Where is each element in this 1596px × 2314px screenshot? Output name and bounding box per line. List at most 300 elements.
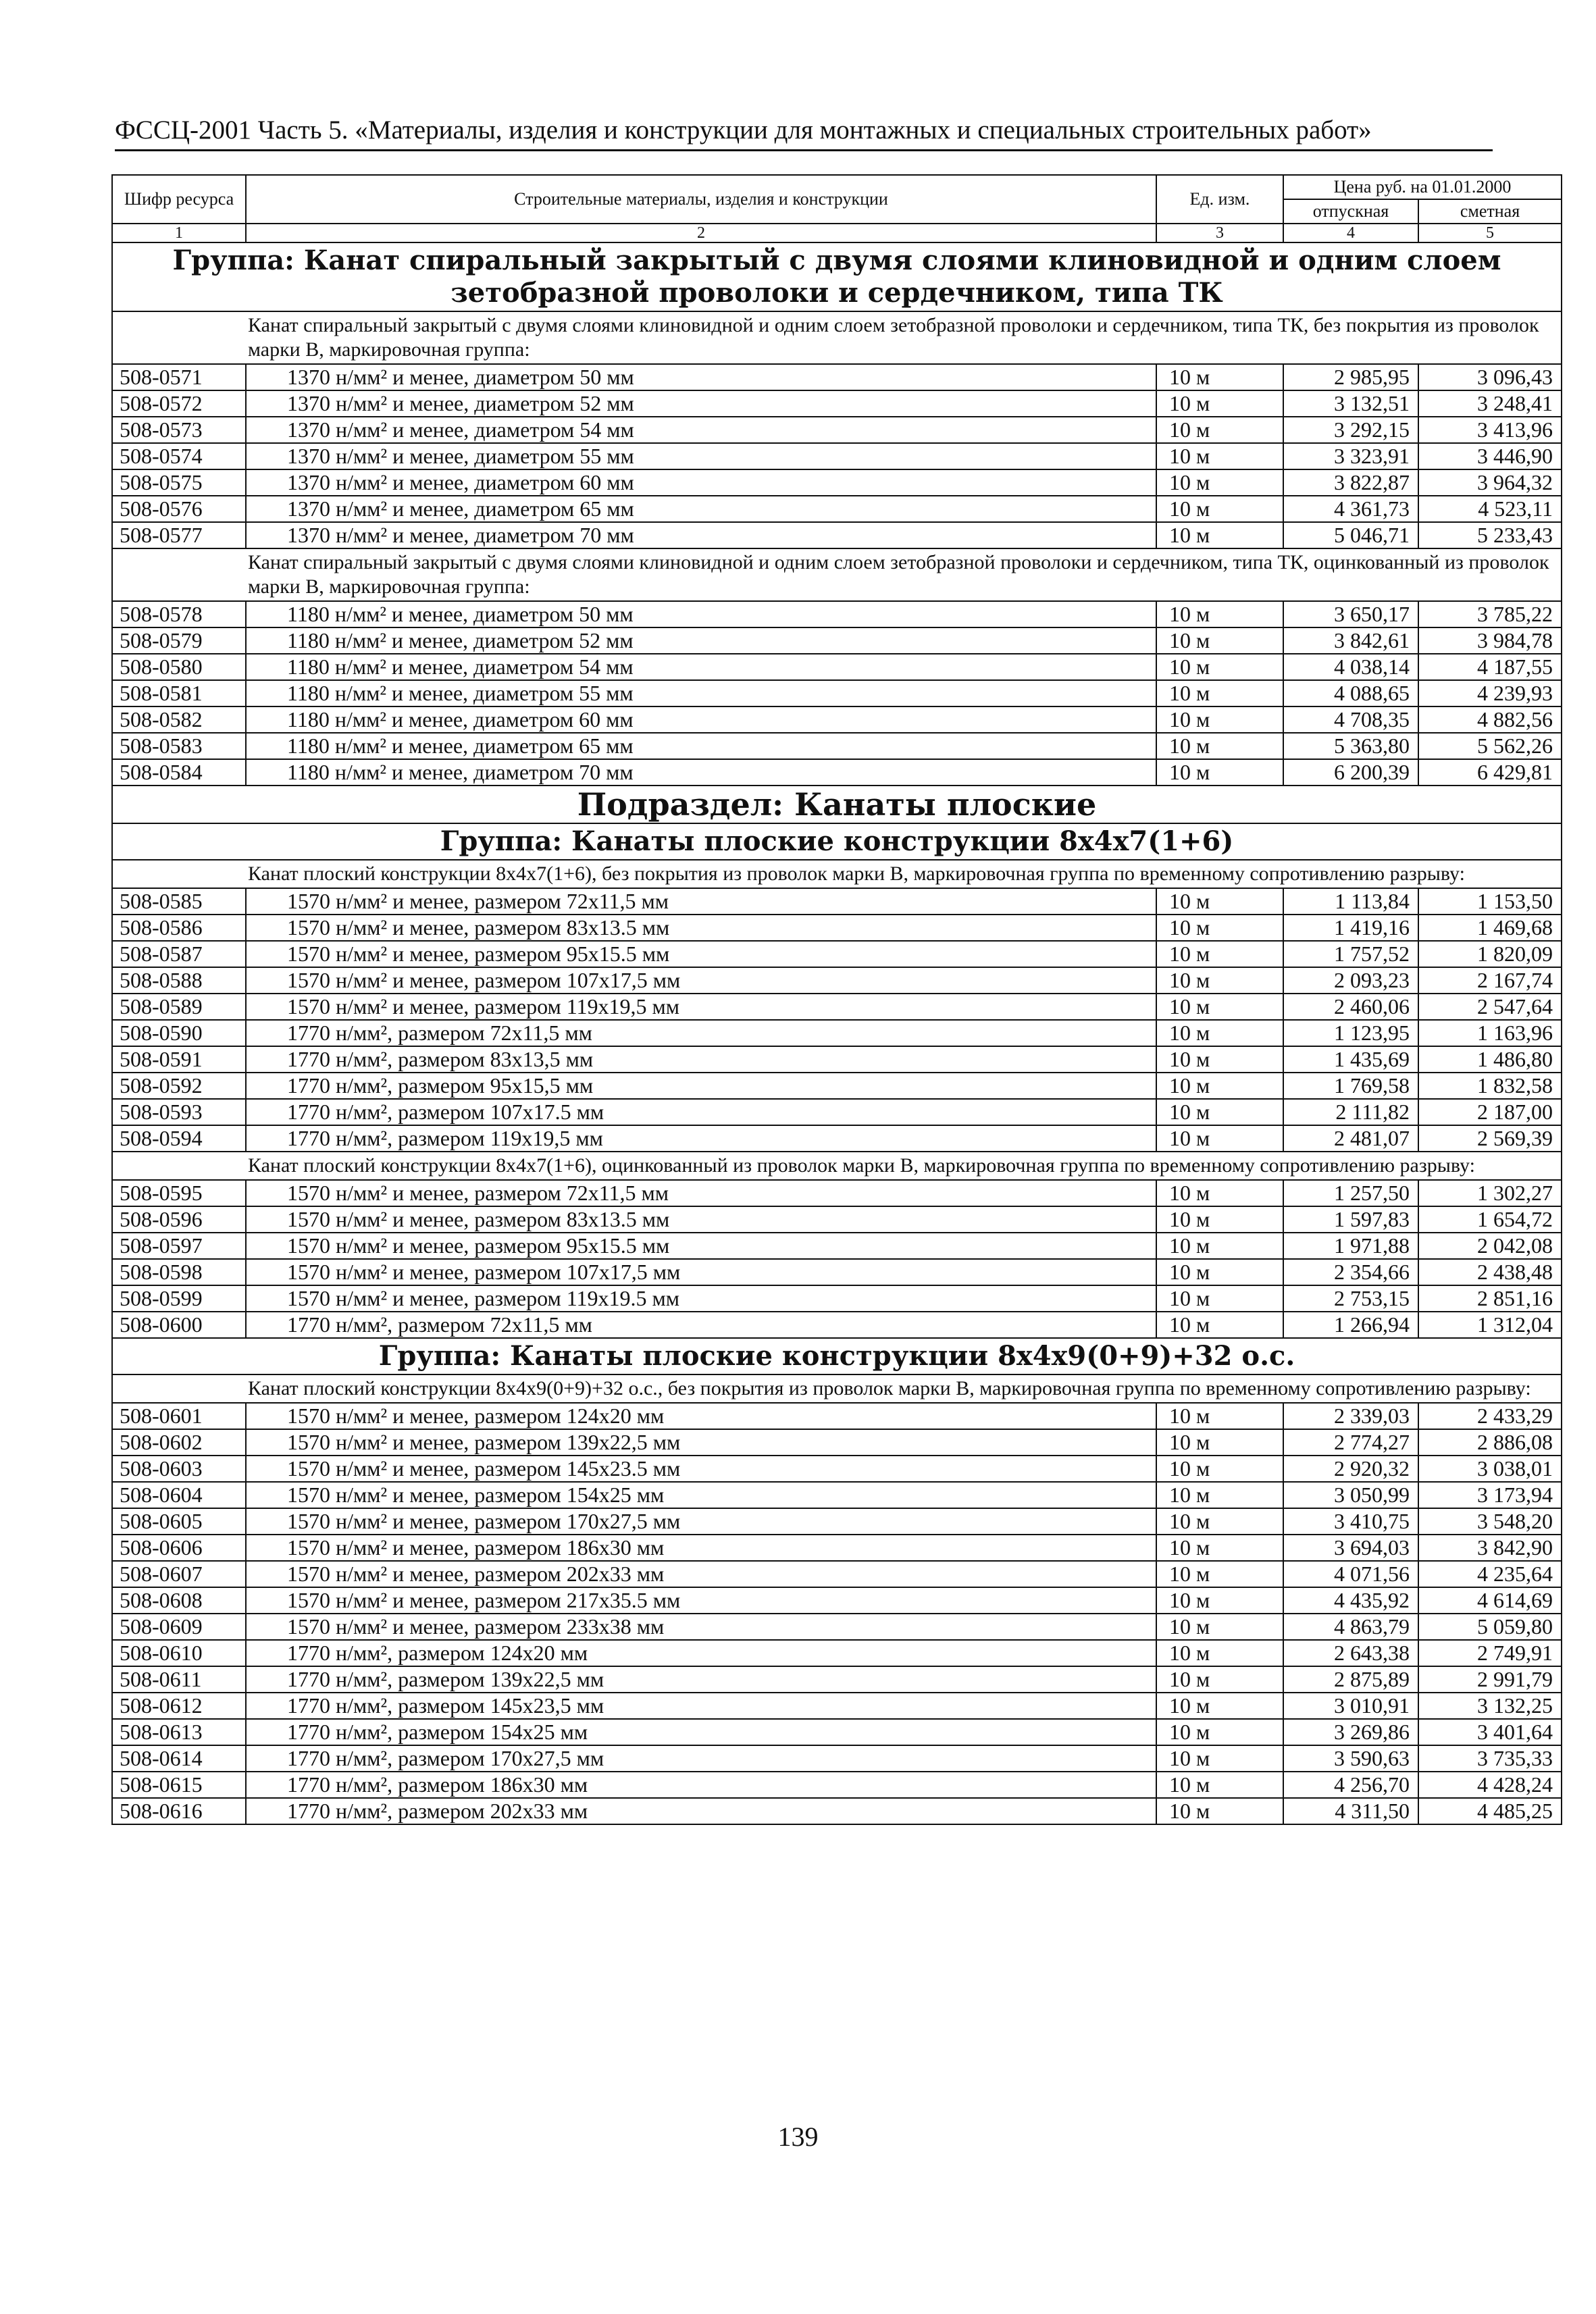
- release-price: 3 292,15: [1283, 417, 1418, 443]
- unit-cell: 10 м: [1156, 967, 1283, 994]
- resource-code: 508-0590: [112, 1020, 246, 1046]
- table-row: [112, 941, 1562, 967]
- material-name: 1770 н/мм², размером 202х33 мм: [246, 1798, 1156, 1824]
- estimate-price: 2 991,79: [1418, 1666, 1562, 1693]
- col-price-header: Цена руб. на 01.01.2000: [1283, 175, 1562, 199]
- release-price: 4 708,35: [1283, 706, 1418, 733]
- unit-cell: 10 м: [1156, 1429, 1283, 1456]
- table-row: [112, 680, 1562, 706]
- material-name: 1570 н/мм² и менее, размером 139х22,5 мм: [246, 1429, 1156, 1456]
- table-row: [112, 1403, 1562, 1429]
- section-row: [112, 860, 1562, 888]
- release-price: 3 410,75: [1283, 1508, 1418, 1535]
- release-price: 5 363,80: [1283, 733, 1418, 759]
- table-row: [112, 1429, 1562, 1456]
- material-name: 1370 н/мм² и менее, диаметром 54 мм: [246, 417, 1156, 443]
- col-name-header: Строительные материалы, изделия и конструкции: [246, 175, 1156, 224]
- unit-cell: 10 м: [1156, 1233, 1283, 1259]
- release-price: 3 010,91: [1283, 1693, 1418, 1719]
- table-row: [112, 1587, 1562, 1614]
- table-row: [112, 1693, 1562, 1719]
- unit-cell: 10 м: [1156, 443, 1283, 469]
- material-name: 1570 н/мм² и менее, размером 154х25 мм: [246, 1482, 1156, 1508]
- release-price: 2 753,15: [1283, 1285, 1418, 1312]
- unit-cell: 10 м: [1156, 601, 1283, 627]
- resource-code: 508-0586: [112, 915, 246, 941]
- resource-code: 508-0572: [112, 390, 246, 417]
- release-price: 4 361,73: [1283, 496, 1418, 522]
- unit-cell: 10 м: [1156, 1666, 1283, 1693]
- table-row: [112, 1233, 1562, 1259]
- unit-cell: 10 м: [1156, 1587, 1283, 1614]
- material-name: 1180 н/мм² и менее, диаметром 65 мм: [246, 733, 1156, 759]
- resource-code: 508-0594: [112, 1125, 246, 1152]
- release-price: 1 597,83: [1283, 1206, 1418, 1233]
- unit-cell: 10 м: [1156, 1482, 1283, 1508]
- unit-cell: 10 м: [1156, 915, 1283, 941]
- release-price: 2 093,23: [1283, 967, 1418, 994]
- estimate-price: 1 486,80: [1418, 1046, 1562, 1073]
- release-price: 3 590,63: [1283, 1745, 1418, 1772]
- estimate-price: 3 248,41: [1418, 390, 1562, 417]
- section-row: [112, 1338, 1562, 1374]
- material-name: 1770 н/мм², размером 95х15,5 мм: [246, 1073, 1156, 1099]
- release-price: 1 257,50: [1283, 1180, 1418, 1206]
- release-price: 3 323,91: [1283, 443, 1418, 469]
- table-row: [112, 994, 1562, 1020]
- release-price: 1 435,69: [1283, 1046, 1418, 1073]
- unit-cell: 10 м: [1156, 1508, 1283, 1535]
- resource-code: 508-0589: [112, 994, 246, 1020]
- release-price: 2 111,82: [1283, 1099, 1418, 1125]
- table-row: [112, 1206, 1562, 1233]
- estimate-price: 3 173,94: [1418, 1482, 1562, 1508]
- release-price: 1 113,84: [1283, 888, 1418, 915]
- estimate-price: 1 654,72: [1418, 1206, 1562, 1233]
- estimate-price: 3 132,25: [1418, 1693, 1562, 1719]
- unit-cell: 10 м: [1156, 1046, 1283, 1073]
- resource-code: 508-0612: [112, 1693, 246, 1719]
- material-name: 1370 н/мм² и менее, диаметром 50 мм: [246, 364, 1156, 390]
- release-price: 2 774,27: [1283, 1429, 1418, 1456]
- table-row: [112, 1640, 1562, 1666]
- material-name: 1370 н/мм² и менее, диаметром 55 мм: [246, 443, 1156, 469]
- resource-code: 508-0582: [112, 706, 246, 733]
- resource-code: 508-0597: [112, 1233, 246, 1259]
- material-name: 1770 н/мм², размером 154х25 мм: [246, 1719, 1156, 1745]
- table-row: [112, 1561, 1562, 1587]
- estimate-price: 3 038,01: [1418, 1456, 1562, 1482]
- resource-code: 508-0571: [112, 364, 246, 390]
- resource-code: 508-0573: [112, 417, 246, 443]
- resource-code: 508-0585: [112, 888, 246, 915]
- unit-cell: 10 м: [1156, 469, 1283, 496]
- unit-cell: 10 м: [1156, 733, 1283, 759]
- table-row: [112, 1180, 1562, 1206]
- unit-cell: 10 м: [1156, 390, 1283, 417]
- estimate-price: 3 984,78: [1418, 627, 1562, 654]
- material-name: 1180 н/мм² и менее, диаметром 52 мм: [246, 627, 1156, 654]
- estimate-price: 6 429,81: [1418, 759, 1562, 786]
- table-row: [112, 1125, 1562, 1152]
- unit-cell: 10 м: [1156, 1693, 1283, 1719]
- estimate-price: 2 167,74: [1418, 967, 1562, 994]
- unit-cell: 10 м: [1156, 888, 1283, 915]
- release-price: 2 643,38: [1283, 1640, 1418, 1666]
- material-name: 1370 н/мм² и менее, диаметром 70 мм: [246, 522, 1156, 548]
- resource-code: 508-0584: [112, 759, 246, 786]
- unit-cell: 10 м: [1156, 627, 1283, 654]
- table-row: [112, 888, 1562, 915]
- table-row: [112, 496, 1562, 522]
- resource-code: 508-0606: [112, 1535, 246, 1561]
- release-price: 4 088,65: [1283, 680, 1418, 706]
- estimate-price: 1 469,68: [1418, 915, 1562, 941]
- estimate-price: 3 413,96: [1418, 417, 1562, 443]
- unit-cell: 10 м: [1156, 680, 1283, 706]
- resource-code: 508-0609: [112, 1614, 246, 1640]
- unit-cell: 10 м: [1156, 1125, 1283, 1152]
- resource-code: 508-0583: [112, 733, 246, 759]
- table-row: [112, 1482, 1562, 1508]
- estimate-price: 3 964,32: [1418, 469, 1562, 496]
- table-row: [112, 1666, 1562, 1693]
- estimate-price: 2 569,39: [1418, 1125, 1562, 1152]
- unit-cell: 10 м: [1156, 654, 1283, 680]
- group-heading: Группа: Канаты плоские конструкции 8х4х7(1+6): [112, 823, 1562, 860]
- resource-code: 508-0614: [112, 1745, 246, 1772]
- resource-code: 508-0616: [112, 1798, 246, 1824]
- material-name: 1770 н/мм², размером 145х23,5 мм: [246, 1693, 1156, 1719]
- table-row: [112, 1719, 1562, 1745]
- unit-cell: 10 м: [1156, 1403, 1283, 1429]
- table-row: [112, 1259, 1562, 1285]
- estimate-price: 3 401,64: [1418, 1719, 1562, 1745]
- unit-cell: 10 м: [1156, 759, 1283, 786]
- release-price: 3 694,03: [1283, 1535, 1418, 1561]
- estimate-price: 2 187,00: [1418, 1099, 1562, 1125]
- release-price: 4 311,50: [1283, 1798, 1418, 1824]
- material-name: 1770 н/мм², размером 107х17.5 мм: [246, 1099, 1156, 1125]
- unit-cell: 10 м: [1156, 1020, 1283, 1046]
- col-number: 4: [1283, 224, 1418, 242]
- material-name: 1570 н/мм² и менее, размером 124х20 мм: [246, 1403, 1156, 1429]
- price-table: [111, 174, 1562, 1825]
- table-row: [112, 601, 1562, 627]
- material-name: 1570 н/мм² и менее, размером 83х13.5 мм: [246, 1206, 1156, 1233]
- material-name: 1570 н/мм² и менее, размером 95х15.5 мм: [246, 941, 1156, 967]
- estimate-price: 1 153,50: [1418, 888, 1562, 915]
- release-price: 2 920,32: [1283, 1456, 1418, 1482]
- material-name: 1770 н/мм², размером 124х20 мм: [246, 1640, 1156, 1666]
- table-row: [112, 1312, 1562, 1338]
- estimate-price: 3 446,90: [1418, 443, 1562, 469]
- unit-cell: 10 м: [1156, 1798, 1283, 1824]
- table-row: [112, 1456, 1562, 1482]
- release-price: 2 339,03: [1283, 1403, 1418, 1429]
- resource-code: 508-0576: [112, 496, 246, 522]
- table-row: [112, 654, 1562, 680]
- table-row: [112, 1099, 1562, 1125]
- col-number: 1: [112, 224, 246, 242]
- unit-cell: 10 м: [1156, 364, 1283, 390]
- unit-cell: 10 м: [1156, 1640, 1283, 1666]
- col-number: 3: [1156, 224, 1283, 242]
- unit-cell: 10 м: [1156, 1456, 1283, 1482]
- unit-cell: 10 м: [1156, 706, 1283, 733]
- unit-cell: 10 м: [1156, 1312, 1283, 1338]
- estimate-price: 1 832,58: [1418, 1073, 1562, 1099]
- resource-code: 508-0580: [112, 654, 246, 680]
- release-price: 4 863,79: [1283, 1614, 1418, 1640]
- estimate-price: 3 548,20: [1418, 1508, 1562, 1535]
- subsection-heading: Подраздел: Канаты плоские: [112, 786, 1562, 823]
- section-row: [112, 786, 1562, 823]
- table-body: [112, 242, 1562, 1824]
- material-name: 1570 н/мм² и менее, размером 217х35.5 мм: [246, 1587, 1156, 1614]
- material-name: 1370 н/мм² и менее, диаметром 52 мм: [246, 390, 1156, 417]
- release-price: 1 757,52: [1283, 941, 1418, 967]
- unit-cell: 10 м: [1156, 1561, 1283, 1587]
- resource-code: 508-0600: [112, 1312, 246, 1338]
- table-row: [112, 1772, 1562, 1798]
- estimate-price: 2 547,64: [1418, 994, 1562, 1020]
- resource-code: 508-0575: [112, 469, 246, 496]
- estimate-price: 4 239,93: [1418, 680, 1562, 706]
- resource-code: 508-0574: [112, 443, 246, 469]
- estimate-price: 5 562,26: [1418, 733, 1562, 759]
- unit-cell: 10 м: [1156, 1099, 1283, 1125]
- table-row: [112, 364, 1562, 390]
- unit-cell: 10 м: [1156, 496, 1283, 522]
- resource-code: 508-0581: [112, 680, 246, 706]
- estimate-price: 2 886,08: [1418, 1429, 1562, 1456]
- section-row: [112, 242, 1562, 311]
- unit-cell: 10 м: [1156, 1745, 1283, 1772]
- table-row: [112, 627, 1562, 654]
- release-price: 1 419,16: [1283, 915, 1418, 941]
- material-name: 1770 н/мм², размером 83х13,5 мм: [246, 1046, 1156, 1073]
- resource-code: 508-0602: [112, 1429, 246, 1456]
- release-price: 1 971,88: [1283, 1233, 1418, 1259]
- unit-cell: 10 м: [1156, 1073, 1283, 1099]
- estimate-price: 2 851,16: [1418, 1285, 1562, 1312]
- group-description: Канат спиральный закрытый с двумя слоями клиновидной и одним слоем зетобразной проволоки и сердечником, типа ТК, оцинкованный из проволок марки В, маркировочная группа:: [112, 548, 1562, 601]
- resource-code: 508-0577: [112, 522, 246, 548]
- material-name: 1570 н/мм² и менее, размером 72х11,5 мм: [246, 888, 1156, 915]
- estimate-price: 4 523,11: [1418, 496, 1562, 522]
- resource-code: 508-0598: [112, 1259, 246, 1285]
- release-price: 2 985,95: [1283, 364, 1418, 390]
- table-row: [112, 733, 1562, 759]
- resource-code: 508-0604: [112, 1482, 246, 1508]
- estimate-price: 2 433,29: [1418, 1403, 1562, 1429]
- estimate-price: 5 233,43: [1418, 522, 1562, 548]
- unit-cell: 10 м: [1156, 1719, 1283, 1745]
- estimate-price: 4 614,69: [1418, 1587, 1562, 1614]
- table-row: [112, 706, 1562, 733]
- material-name: 1570 н/мм² и менее, размером 95х15.5 мм: [246, 1233, 1156, 1259]
- material-name: 1770 н/мм², размером 119х19,5 мм: [246, 1125, 1156, 1152]
- col-number: 5: [1418, 224, 1562, 242]
- resource-code: 508-0591: [112, 1046, 246, 1073]
- resource-code: 508-0593: [112, 1099, 246, 1125]
- table-row: [112, 967, 1562, 994]
- material-name: 1570 н/мм² и менее, размером 107х17,5 мм: [246, 1259, 1156, 1285]
- table-row: [112, 1073, 1562, 1099]
- estimate-price: 2 749,91: [1418, 1640, 1562, 1666]
- col-estimate-header: сметная: [1418, 199, 1562, 224]
- release-price: 3 132,51: [1283, 390, 1418, 417]
- unit-cell: 10 м: [1156, 1535, 1283, 1561]
- estimate-price: 2 042,08: [1418, 1233, 1562, 1259]
- release-price: 3 650,17: [1283, 601, 1418, 627]
- material-name: 1370 н/мм² и менее, диаметром 60 мм: [246, 469, 1156, 496]
- table-row: [112, 1046, 1562, 1073]
- release-price: 2 481,07: [1283, 1125, 1418, 1152]
- table-row: [112, 417, 1562, 443]
- material-name: 1180 н/мм² и менее, диаметром 55 мм: [246, 680, 1156, 706]
- release-price: 1 769,58: [1283, 1073, 1418, 1099]
- release-price: 4 256,70: [1283, 1772, 1418, 1798]
- estimate-price: 4 882,56: [1418, 706, 1562, 733]
- resource-code: 508-0605: [112, 1508, 246, 1535]
- estimate-price: 3 096,43: [1418, 364, 1562, 390]
- table-row: [112, 1535, 1562, 1561]
- unit-cell: 10 м: [1156, 522, 1283, 548]
- table-row: [112, 1614, 1562, 1640]
- release-price: 4 038,14: [1283, 654, 1418, 680]
- material-name: 1570 н/мм² и менее, размером 72х11,5 мм: [246, 1180, 1156, 1206]
- estimate-price: 4 428,24: [1418, 1772, 1562, 1798]
- material-name: 1770 н/мм², размером 72х11,5 мм: [246, 1312, 1156, 1338]
- estimate-price: 4 187,55: [1418, 654, 1562, 680]
- release-price: 1 123,95: [1283, 1020, 1418, 1046]
- col-code-header: Шифр ресурса: [112, 175, 246, 224]
- col-unit-header: Ед. изм.: [1156, 175, 1283, 224]
- group-heading: Группа: Канаты плоские конструкции 8х4х9(0+9)+32 о.с.: [112, 1338, 1562, 1374]
- release-price: 2 875,89: [1283, 1666, 1418, 1693]
- estimate-price: 3 785,22: [1418, 601, 1562, 627]
- table-row: [112, 1798, 1562, 1824]
- estimate-price: 3 735,33: [1418, 1745, 1562, 1772]
- table-row: [112, 443, 1562, 469]
- col-release-header: отпускная: [1283, 199, 1418, 224]
- group-description: Канат спиральный закрытый с двумя слоями клиновидной и одним слоем зетобразной проволоки и сердечником, типа ТК, без покрытия из проволок марки В, маркировочная группа:: [112, 311, 1562, 364]
- material-name: 1180 н/мм² и менее, диаметром 54 мм: [246, 654, 1156, 680]
- group-description: Канат плоский конструкции 8х4х7(1+6), оцинкованный из проволок марки В, маркировочная группа по временному сопротивлению разрыву:: [112, 1152, 1562, 1180]
- page-header: ФССЦ-2001 Часть 5. «Материалы, изделия и конструкции для монтажных и специальных строительных работ»: [115, 111, 1493, 151]
- section-row: [112, 1152, 1562, 1180]
- unit-cell: 10 м: [1156, 1285, 1283, 1312]
- material-name: 1570 н/мм² и менее, размером 233х38 мм: [246, 1614, 1156, 1640]
- estimate-price: 3 842,90: [1418, 1535, 1562, 1561]
- material-name: 1570 н/мм² и менее, размером 83х13.5 мм: [246, 915, 1156, 941]
- resource-code: 508-0599: [112, 1285, 246, 1312]
- unit-cell: 10 м: [1156, 941, 1283, 967]
- table-row: [112, 915, 1562, 941]
- estimate-price: 4 485,25: [1418, 1798, 1562, 1824]
- unit-cell: 10 м: [1156, 1180, 1283, 1206]
- resource-code: 508-0615: [112, 1772, 246, 1798]
- resource-code: 508-0613: [112, 1719, 246, 1745]
- unit-cell: 10 м: [1156, 417, 1283, 443]
- estimate-price: 1 163,96: [1418, 1020, 1562, 1046]
- table-row: [112, 390, 1562, 417]
- unit-cell: 10 м: [1156, 1614, 1283, 1640]
- resource-code: 508-0611: [112, 1666, 246, 1693]
- estimate-price: 4 235,64: [1418, 1561, 1562, 1587]
- material-name: 1570 н/мм² и менее, размером 119х19,5 мм: [246, 994, 1156, 1020]
- release-price: 3 050,99: [1283, 1482, 1418, 1508]
- release-price: 6 200,39: [1283, 759, 1418, 786]
- material-name: 1770 н/мм², размером 186х30 мм: [246, 1772, 1156, 1798]
- release-price: 2 460,06: [1283, 994, 1418, 1020]
- unit-cell: 10 м: [1156, 1772, 1283, 1798]
- material-name: 1770 н/мм², размером 170х27,5 мм: [246, 1745, 1156, 1772]
- table-row: [112, 522, 1562, 548]
- section-row: [112, 311, 1562, 364]
- release-price: 1 266,94: [1283, 1312, 1418, 1338]
- material-name: 1370 н/мм² и менее, диаметром 65 мм: [246, 496, 1156, 522]
- col-number: 2: [246, 224, 1156, 242]
- table-row: [112, 1745, 1562, 1772]
- table-row: [112, 759, 1562, 786]
- table-row: [112, 1508, 1562, 1535]
- unit-cell: 10 м: [1156, 1206, 1283, 1233]
- unit-cell: 10 м: [1156, 994, 1283, 1020]
- estimate-price: 5 059,80: [1418, 1614, 1562, 1640]
- group-description: Канат плоский конструкции 8х4х7(1+6), без покрытия из проволок марки В, маркировочная группа по временному сопротивлению разрыву:: [112, 860, 1562, 888]
- release-price: 3 842,61: [1283, 627, 1418, 654]
- material-name: 1180 н/мм² и менее, диаметром 60 мм: [246, 706, 1156, 733]
- material-name: 1570 н/мм² и менее, размером 145х23.5 мм: [246, 1456, 1156, 1482]
- table-row: [112, 1020, 1562, 1046]
- section-row: [112, 1374, 1562, 1403]
- release-price: 3 269,86: [1283, 1719, 1418, 1745]
- release-price: 4 435,92: [1283, 1587, 1418, 1614]
- table-row: [112, 1285, 1562, 1312]
- resource-code: 508-0578: [112, 601, 246, 627]
- material-name: 1570 н/мм² и менее, размером 119х19.5 мм: [246, 1285, 1156, 1312]
- page-number: 139: [777, 2122, 819, 2152]
- resource-code: 508-0610: [112, 1640, 246, 1666]
- resource-code: 508-0601: [112, 1403, 246, 1429]
- section-row: [112, 823, 1562, 860]
- section-row: [112, 548, 1562, 601]
- material-name: 1180 н/мм² и менее, диаметром 70 мм: [246, 759, 1156, 786]
- estimate-price: 2 438,48: [1418, 1259, 1562, 1285]
- material-name: 1570 н/мм² и менее, размером 186х30 мм: [246, 1535, 1156, 1561]
- material-name: 1180 н/мм² и менее, диаметром 50 мм: [246, 601, 1156, 627]
- estimate-price: 1 302,27: [1418, 1180, 1562, 1206]
- resource-code: 508-0607: [112, 1561, 246, 1587]
- material-name: 1770 н/мм², размером 139х22,5 мм: [246, 1666, 1156, 1693]
- resource-code: 508-0588: [112, 967, 246, 994]
- resource-code: 508-0608: [112, 1587, 246, 1614]
- material-name: 1570 н/мм² и менее, размером 107х17,5 мм: [246, 967, 1156, 994]
- resource-code: 508-0603: [112, 1456, 246, 1482]
- group-heading: Группа: Канат спиральный закрытый с двумя слоями клиновидной и одним слоем зетобразной проволоки и сердечником, типа ТК: [112, 242, 1562, 311]
- release-price: 4 071,56: [1283, 1561, 1418, 1587]
- group-description: Канат плоский конструкции 8х4х9(0+9)+32 о.с., без покрытия из проволок марки В, маркировочная группа по временному сопротивлению разрыву:: [112, 1374, 1562, 1403]
- estimate-price: 1 312,04: [1418, 1312, 1562, 1338]
- release-price: 3 822,87: [1283, 469, 1418, 496]
- material-name: 1570 н/мм² и менее, размером 170х27,5 мм: [246, 1508, 1156, 1535]
- release-price: 5 046,71: [1283, 522, 1418, 548]
- resource-code: 508-0579: [112, 627, 246, 654]
- estimate-price: 1 820,09: [1418, 941, 1562, 967]
